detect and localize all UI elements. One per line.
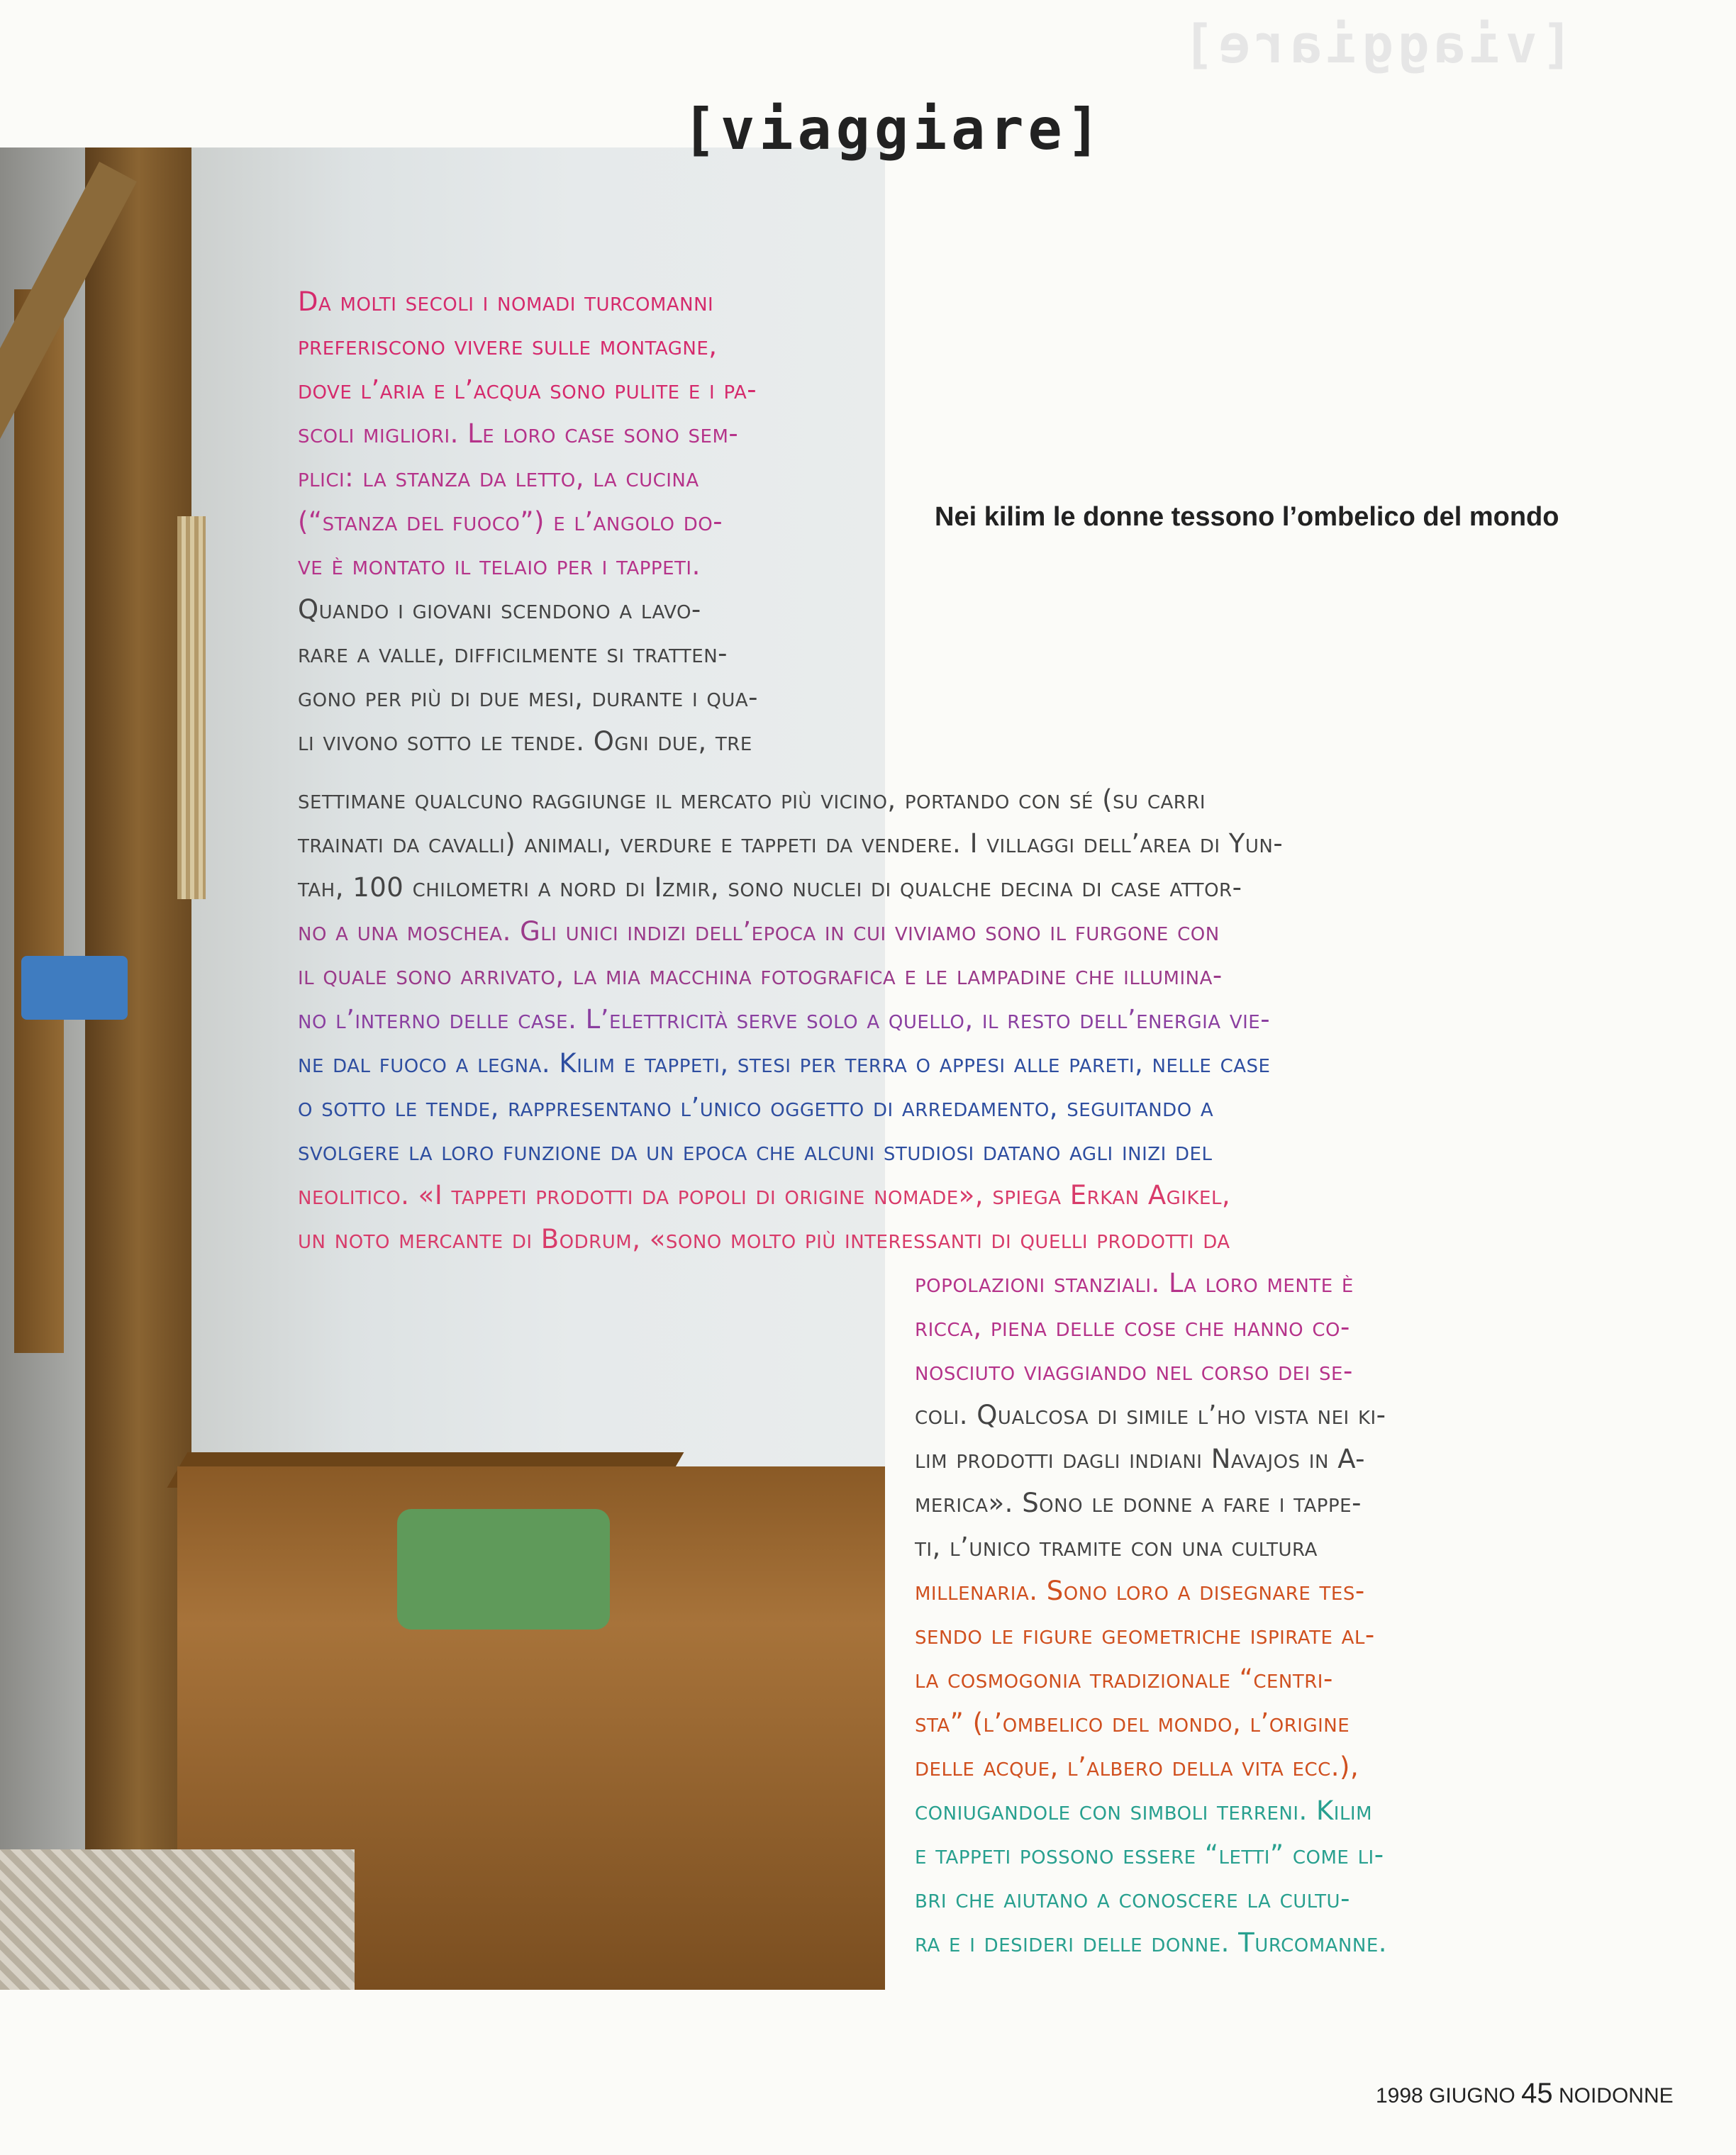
body-line: no a una moschea. Gli unici indizi dell’epoca in cui viviamo sono il furgone con — [298, 916, 1220, 947]
body-line: settimane qualcuno raggiunge il mercato più vicino, portando con sé (su carri — [298, 784, 1206, 815]
body-line: popolazioni stanziali. La loro mente è — [915, 1268, 1354, 1298]
body-line: ve è montato il telaio per i tappeti. — [298, 550, 701, 581]
body-line: plici: la stanza da letto, la cucina — [298, 462, 699, 493]
body-line: li vivono sotto le tende. Ogni due, tre — [298, 726, 752, 757]
body-line: ti, l’unico tramite con una cultura — [915, 1532, 1318, 1562]
body-line: scoli migliori. Le loro case sono sem- — [298, 418, 739, 449]
body-line: Da molti secoli i nomadi turcomanni — [298, 286, 714, 317]
body-line: neolitico. «I tappeti prodotti da popoli di origine nomade», spiega Erkan Agikel, — [298, 1180, 1231, 1210]
body-line: merica». Sono le donne a fare i tappe- — [915, 1488, 1362, 1518]
article-subtitle: Nei kilim le donne tessono l’ombelico del mondo — [935, 502, 1559, 532]
body-line: il quale sono arrivato, la mia macchina fotografica e le lampadine che illumina- — [298, 960, 1223, 991]
body-line: delle acque, l’albero della vita ecc.), — [915, 1752, 1359, 1782]
body-line: bri che aiutano a conoscere la cultu- — [915, 1883, 1350, 1914]
photo-floor-rug — [0, 1849, 355, 1990]
footer-date: 1998 GIUGNO — [1376, 2084, 1515, 2107]
section-label: [viaggiare] — [682, 96, 1105, 162]
page-number: 45 — [1521, 2078, 1553, 2109]
body-line: rare a valle, difficilmente si tratten- — [298, 638, 728, 669]
body-line: un noto mercante di Bodrum, «sono molto più interessanti di quelli prodotti da — [298, 1224, 1230, 1254]
body-line: dove l’aria e l’acqua sono pulite e i pa- — [298, 374, 757, 405]
body-line: sendo le figure geometriche ispirate al- — [915, 1620, 1375, 1650]
body-line: nosciuto viaggiando nel corso dei se- — [915, 1356, 1353, 1386]
body-line: ne dal fuoco a legna. Kilim e tappeti, stesi per terra o appesi alle pareti, nelle case — [298, 1048, 1271, 1079]
body-line: coli. Qualcosa di simile l’ho vista nei ki- — [915, 1400, 1386, 1430]
body-line: preferiscono vivere sulle montagne, — [298, 330, 718, 361]
body-line: coniugandole con simboli terreni. Kilim — [915, 1795, 1373, 1826]
body-line: ra e i desideri delle donne. Turcomanne. — [915, 1927, 1388, 1958]
body-line: o sotto le tende, rappresentano l’unico oggetto di arredamento, seguitando a — [298, 1092, 1214, 1123]
photo-green-rag — [397, 1509, 610, 1630]
body-line: la cosmogonia tradizionale “centri- — [915, 1664, 1333, 1694]
magazine-name: NOIDONNE — [1558, 2084, 1674, 2107]
article-body-right — [915, 1262, 1387, 1965]
photo-rope — [177, 516, 206, 899]
page-footer — [1376, 2078, 1674, 2110]
body-line: (“stanza del fuoco”) e l’angolo do- — [298, 506, 723, 537]
body-line: no l’interno delle case. L’elettricità serve solo a quello, il resto dell’energia vie- — [298, 1004, 1271, 1035]
photo-post-main — [85, 147, 191, 1990]
photo-post-left — [14, 289, 64, 1353]
body-line: Quando i giovani scendono a lavo- — [298, 594, 701, 625]
photo-blue-cloth — [21, 956, 128, 1020]
article-body-left — [298, 280, 758, 764]
body-line: ricca, piena delle cose che hanno co- — [915, 1312, 1350, 1342]
body-line: lim prodotti dagli indiani Navajos in A- — [915, 1444, 1366, 1474]
body-line: millenaria. Sono loro a disegnare tes- — [915, 1576, 1365, 1606]
article-body-wide — [298, 778, 1283, 1262]
body-line: tah, 100 chilometri a nord di Izmir, sono nuclei di qualche decina di case attor- — [298, 872, 1242, 903]
body-line: gono per più di due mesi, durante i qua- — [298, 682, 759, 713]
mirrored-header: [viaggiare] — [1178, 14, 1573, 75]
body-line: svolgere la loro funzione da un epoca che alcuni studiosi datano agli inizi del — [298, 1136, 1213, 1166]
body-line: e tappeti possono essere “letti” come li- — [915, 1839, 1384, 1870]
body-line: sta” (l’ombelico del mondo, l’origine — [915, 1708, 1350, 1738]
body-line: trainati da cavalli) animali, verdure e tappeti da vendere. I villaggi dell’area di Yun- — [298, 828, 1284, 859]
